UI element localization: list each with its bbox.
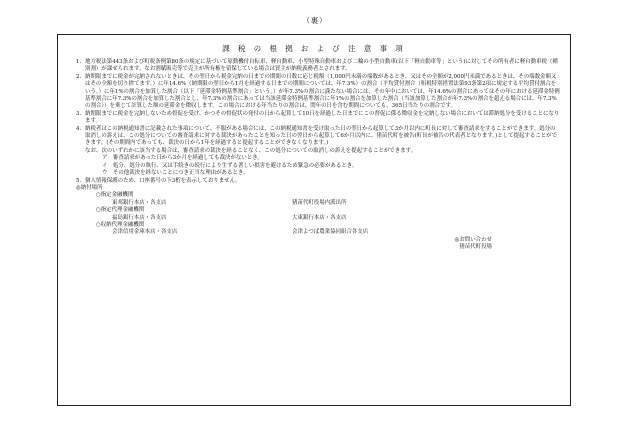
note-4-subitem-u: ウ その他裁決を経ないことにつき正当な理由があるとき。 (102, 170, 249, 177)
collection-agent-bank-row (76, 229, 560, 236)
note-item-2 (76, 74, 560, 111)
designated-agent-bank-row (76, 215, 560, 222)
contact-office-name: 猪苗代町役場 (459, 244, 492, 251)
note-item-5 (76, 178, 560, 185)
notes-title: 課 税 の 根 拠 お よ び 注 意 事 項 (222, 44, 406, 53)
note-4-subitem-a: ア 審査請求があった日から3か月を経過しても裁決がないとき。 (102, 155, 263, 162)
note-text: 個人情報保護のため、口座番号の下3桁を表示しておりません。 (85, 177, 241, 184)
note-item-3 (76, 111, 560, 126)
bank-name: 東邦銀行本店・各支店 (112, 199, 167, 206)
back-side-label: （裏） (302, 16, 328, 25)
collection-agent-bank-heading: ○収納代理金融機関 (96, 221, 145, 228)
note-number: 2. (76, 73, 82, 80)
bank-name: 福島銀行本店・各支店 (112, 214, 167, 221)
designated-bank-heading: ○指定金融機関 (96, 192, 134, 199)
note-item-4 (76, 126, 560, 156)
payment-places-heading: ◎納付場所 (76, 184, 103, 191)
notes-content (76, 59, 560, 252)
note-number: 5. (76, 177, 82, 184)
note-4-main-text: 納税者はこの納税通知書に記載された事項について、不服がある場合には、この納税通知書を受け取った日の翌日から起算して3か月以内に町長に対して審査請求をすることができます。処分の取消しの訴えは、この処分についての審査請求に対する裁決があったことを知った日の翌日から起算して6か月以内に、猪苗代町を被告(町長が被告の代表者となります。)として提起することができます。(その期間内であっても、裁決の日から1年を経過すると提起することができなくなります。) (85, 125, 558, 147)
note-number: 3. (76, 110, 82, 117)
note-4-subitem-i: イ 処分、処分の執行、又は手続きの続行により生ずる著しい損害を避けるため緊急の必要があるとき。 (102, 162, 358, 169)
bank-name: 猪苗代町役場内派出所 (292, 199, 347, 206)
contact-heading: ◎お問い合わせ (454, 236, 492, 243)
note-item-1 (76, 59, 560, 74)
note-text: 納期限までに税金を完納しないため督促を受け、かつその督促状の発付の日から起算して10日を経過した日までにこの督促に係る徴収金を完納しない場合においては滞納処分を受けることになります。 (85, 110, 560, 125)
designated-agent-bank-heading: ○指定代理金融機関 (96, 207, 145, 214)
note-number: 4. (76, 125, 82, 132)
bank-name: 会津信用金庫本店・各支店 (112, 229, 178, 236)
bank-name: 大東銀行本店・各支店 (292, 214, 347, 221)
notes-frame (57, 34, 571, 406)
note-text (85, 126, 560, 156)
note-text: 地方税法第443条および町税条例第80条の規定に基づいて原動機付自転車、軽自動車、小型特殊自動車および二輪の小型自動車(以下「軽自動車等」という)に対してその所有者に軽自動車税（種別割）が課せられます。なお割賦販売等で売主が所有権を留保している場合は買主が納税義務者とされます。 (85, 59, 558, 73)
designated-bank-row (76, 200, 560, 207)
note-text: 納期限までに税金が完納されないときは、その翌日から税金完納の日までの期間の日数に応じ税額（1,000円未満の端数があるとき、又はその全額が2,000円未満であるときは、その端数金額又はその全額を切り捨てます。）に年14.6%（納期限の翌日から1月を経過する日までの期間については、年7.3%）の割合（平均貸付割合（租税特別措置法第93条第2項に規定する平均貸付割合をいう。）に年1%の割合を加算した割合（以下「延滞金特例基準割合」という。）が年7.3%の割合に満たない場合には、その年中においては、年14.6%の割合にあってはその年における延滞金特例基準割合に年7.3%の割合を加算した割合とし、年7.3%の割合にあっては当該延滞金特例基準割合に年1%の割合を加算した割合（当該加算した割合が年7.3%の割合を超える場合には、年7.3%の割合））を乗じて計算した額の延滞金を徴収します。この場合における年当たりの割合は、閏年の日を含む期間についても、365日当たりの割合です。 (85, 73, 560, 110)
bank-name: 会津よつば農業協同組合各支店 (292, 229, 369, 236)
note-4-continuation: なお、次のいずれかに該当する場合は、審査請求の裁決を経ることなく、この処分についての取消しの訴えを提起することができます。 (85, 147, 417, 154)
note-number: 1. (76, 59, 82, 65)
